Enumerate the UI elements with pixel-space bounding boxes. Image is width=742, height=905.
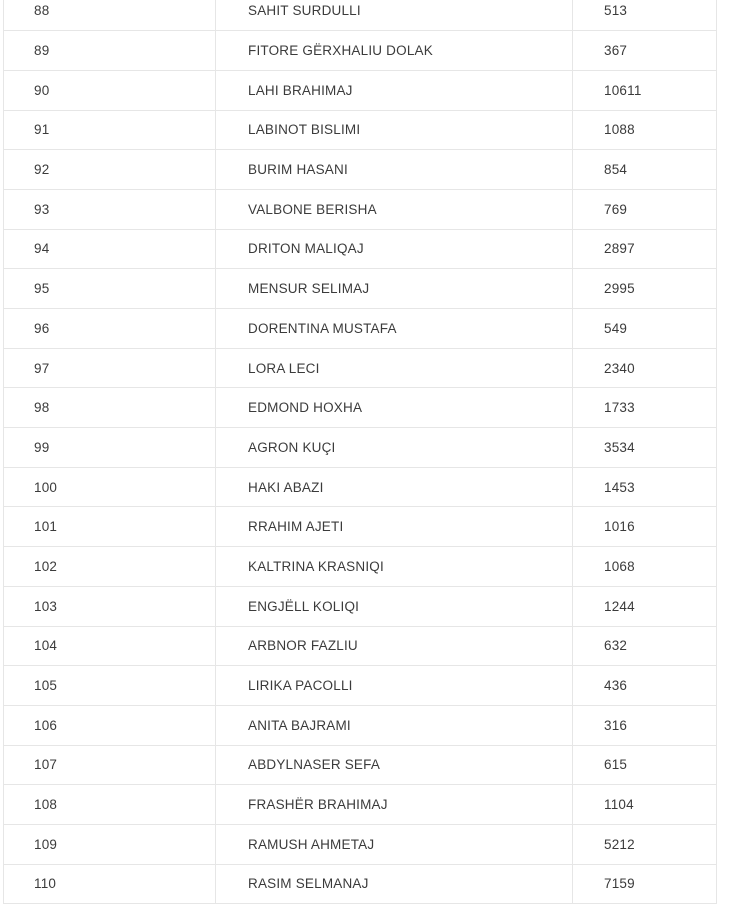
table-row: [4, 864, 717, 904]
candidate-votes-cell: 1733: [573, 388, 717, 428]
candidate-number-cell: 107: [4, 745, 216, 785]
candidate-name-cell: DORENTINA MUSTAFA: [216, 309, 573, 349]
candidate-name-cell: LABINOT BISLIMI: [216, 110, 573, 150]
table-row: [4, 824, 717, 864]
table-row: [4, 229, 717, 269]
candidate-votes-cell: 1104: [573, 785, 717, 825]
candidate-votes-cell: 549: [573, 309, 717, 349]
table-row: [4, 705, 717, 745]
table-row: [4, 428, 717, 468]
table-row: [4, 110, 717, 150]
table-row: [4, 586, 717, 626]
table-row: [4, 547, 717, 587]
table-row: [4, 269, 717, 309]
candidate-number-cell: 102: [4, 547, 216, 587]
candidate-votes-cell: 2340: [573, 348, 717, 388]
table-row: [4, 626, 717, 666]
table-row: [4, 388, 717, 428]
candidate-name-cell: RASIM SELMANAJ: [216, 864, 573, 904]
candidate-votes-cell: 367: [573, 31, 717, 71]
table-row: [4, 189, 717, 229]
candidate-name-cell: KALTRINA KRASNIQI: [216, 547, 573, 587]
candidate-number-cell: 96: [4, 309, 216, 349]
candidate-number-cell: 110: [4, 864, 216, 904]
candidate-votes-cell: 7159: [573, 864, 717, 904]
candidates-table: [3, 0, 717, 904]
table-row: [4, 0, 717, 31]
candidate-number-cell: 104: [4, 626, 216, 666]
candidate-votes-cell: 632: [573, 626, 717, 666]
candidate-number-cell: 95: [4, 269, 216, 309]
table-row: [4, 31, 717, 71]
candidate-votes-cell: 2897: [573, 229, 717, 269]
candidate-name-cell: FITORE GËRXHALIU DOLAK: [216, 31, 573, 71]
candidate-number-cell: 90: [4, 70, 216, 110]
candidate-votes-cell: 1068: [573, 547, 717, 587]
candidate-number-cell: 105: [4, 666, 216, 706]
candidate-name-cell: ANITA BAJRAMI: [216, 705, 573, 745]
candidates-table-body: [4, 0, 717, 904]
candidate-number-cell: 108: [4, 785, 216, 825]
candidate-number-cell: 97: [4, 348, 216, 388]
table-row: [4, 467, 717, 507]
candidate-name-cell: VALBONE BERISHA: [216, 189, 573, 229]
table-row: [4, 150, 717, 190]
candidate-number-cell: 106: [4, 705, 216, 745]
candidate-votes-cell: 10611: [573, 70, 717, 110]
candidate-number-cell: 92: [4, 150, 216, 190]
candidate-number-cell: 94: [4, 229, 216, 269]
candidate-number-cell: 101: [4, 507, 216, 547]
table-row: [4, 785, 717, 825]
candidate-name-cell: LORA LECI: [216, 348, 573, 388]
candidate-name-cell: RAMUSH AHMETAJ: [216, 824, 573, 864]
candidate-votes-cell: 1088: [573, 110, 717, 150]
candidate-name-cell: BURIM HASANI: [216, 150, 573, 190]
candidate-number-cell: 93: [4, 189, 216, 229]
candidate-number-cell: 91: [4, 110, 216, 150]
candidate-name-cell: ARBNOR FAZLIU: [216, 626, 573, 666]
candidate-name-cell: ENGJËLL KOLIQI: [216, 586, 573, 626]
table-row: [4, 348, 717, 388]
candidate-votes-cell: 3534: [573, 428, 717, 468]
candidate-votes-cell: 1016: [573, 507, 717, 547]
candidate-name-cell: AGRON KUÇI: [216, 428, 573, 468]
table-row: [4, 745, 717, 785]
candidate-votes-cell: 513: [573, 0, 717, 31]
candidate-number-cell: 103: [4, 586, 216, 626]
candidate-number-cell: 100: [4, 467, 216, 507]
candidate-number-cell: 99: [4, 428, 216, 468]
candidate-name-cell: FRASHËR BRAHIMAJ: [216, 785, 573, 825]
candidate-votes-cell: 5212: [573, 824, 717, 864]
candidate-name-cell: LAHI BRAHIMAJ: [216, 70, 573, 110]
candidate-name-cell: LIRIKA PACOLLI: [216, 666, 573, 706]
table-row: [4, 309, 717, 349]
candidate-votes-cell: 2995: [573, 269, 717, 309]
candidate-name-cell: EDMOND HOXHA: [216, 388, 573, 428]
candidate-number-cell: 109: [4, 824, 216, 864]
candidate-number-cell: 98: [4, 388, 216, 428]
candidate-number-cell: 89: [4, 31, 216, 71]
candidate-votes-cell: 615: [573, 745, 717, 785]
candidate-name-cell: HAKI ABAZI: [216, 467, 573, 507]
candidate-votes-cell: 1453: [573, 467, 717, 507]
candidate-votes-cell: 436: [573, 666, 717, 706]
candidate-votes-cell: 769: [573, 189, 717, 229]
candidate-name-cell: DRITON MALIQAJ: [216, 229, 573, 269]
table-row: [4, 70, 717, 110]
candidate-name-cell: RRAHIM AJETI: [216, 507, 573, 547]
candidate-name-cell: MENSUR SELIMAJ: [216, 269, 573, 309]
table-row: [4, 666, 717, 706]
candidate-name-cell: SAHIT SURDULLI: [216, 0, 573, 31]
candidate-votes-cell: 1244: [573, 586, 717, 626]
candidate-number-cell: 88: [4, 0, 216, 31]
candidates-table-container: [3, 0, 716, 904]
candidate-name-cell: ABDYLNASER SEFA: [216, 745, 573, 785]
candidate-votes-cell: 316: [573, 705, 717, 745]
candidate-votes-cell: 854: [573, 150, 717, 190]
table-row: [4, 507, 717, 547]
